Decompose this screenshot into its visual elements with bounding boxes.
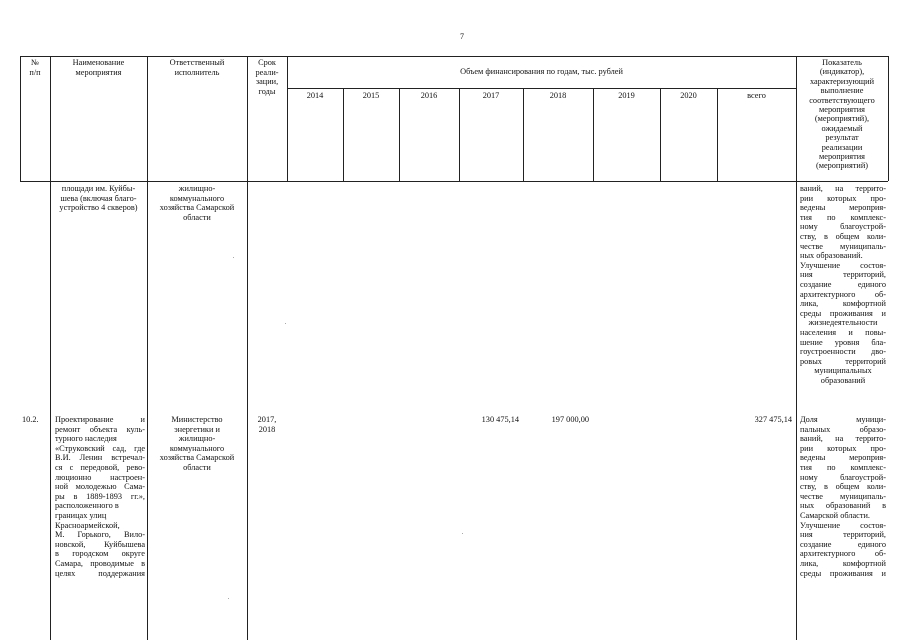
row2-indicator: Доля муници- пальных образо- ваний, на террито- рии которых про- ведены мероприя- тия по комплекс- ному благоустрой- ству, в общем коли- честве муниципаль- ных образований в Самарской области. Улучшение состоя- ния территорий, создание единого архитектурного об- лика, комфортной среды проживания и (800, 415, 886, 578)
row2-number: 10.2. (22, 415, 39, 424)
header-number: № п/п (29, 58, 41, 77)
row2-amount-2017: 130 475,14 (481, 415, 519, 424)
header-executor: Ответственный исполнитель (169, 58, 225, 77)
row1-measure-name: площади им. Куйбы- шева (включая благо- устройство 4 скверов) (59, 184, 138, 213)
header-year-2017: 2017 (482, 91, 500, 100)
header-financing: Объем финансирования по годам, тыс. рублей (460, 67, 623, 76)
header-measure-name: Наименование мероприятия (72, 58, 125, 77)
header-year-2020: 2020 (680, 91, 697, 100)
row2-term: 2017, 2018 (257, 415, 277, 434)
row2-amount-2018: 197 000,00 (551, 415, 589, 424)
header-term: Срок реали- зации, годы (255, 58, 279, 96)
row1-executor: жилищно- коммунального хозяйства Самарской области (159, 184, 235, 222)
header-year-2015: 2015 (362, 91, 380, 100)
scan-speck (233, 257, 234, 258)
scan-speck (462, 533, 463, 534)
scan-speck (228, 598, 229, 599)
row2-amount-total: 327 475,14 (754, 415, 792, 424)
header-year-2016: 2016 (420, 91, 438, 100)
header-year-2019: 2019 (618, 91, 635, 100)
header-year-2018: 2018 (549, 91, 567, 100)
row2-executor: Министерство энергетики и жилищно- коммунального хозяйства Самарской области (159, 415, 235, 472)
row2-measure-name: Проектирование и ремонт объекта куль- турного наследия «Струковский сад, где В.И. Ленин встречал- ся с передовой, рево- люционно настроен- ной молодежью Сама- ры в 1889-1893 гг.», расположенного в границах улиц Красноармейской, М. Горького, Вило- новской, Куйбышева в городском округе Самара, проводимые в целях поддержания (55, 415, 145, 578)
scan-speck (285, 323, 286, 324)
row1-indicator: ваний, на террито- рии которых про- ведены мероприя- тия по комплекс- ному благоустрой- ству, в общем коли- честве муниципаль- ных образований. Улучшение состоя- ния территорий, создание единого архитектурного об- лика, комфортной среды проживания и жизнедеятельности населения и повы- шение уровня бла- гоустроенности дво- ровых территорий муниципальных образований (800, 184, 886, 385)
header-total: всего (747, 91, 766, 100)
page-number: 7 (460, 32, 464, 41)
header-year-2014: 2014 (306, 91, 324, 100)
header-indicator: Показатель (индикатор), характеризующий выполнение соответствующего мероприятия (мероприятий), ожидаемый результат реализации мероприятия (мероприятий) (809, 58, 875, 171)
